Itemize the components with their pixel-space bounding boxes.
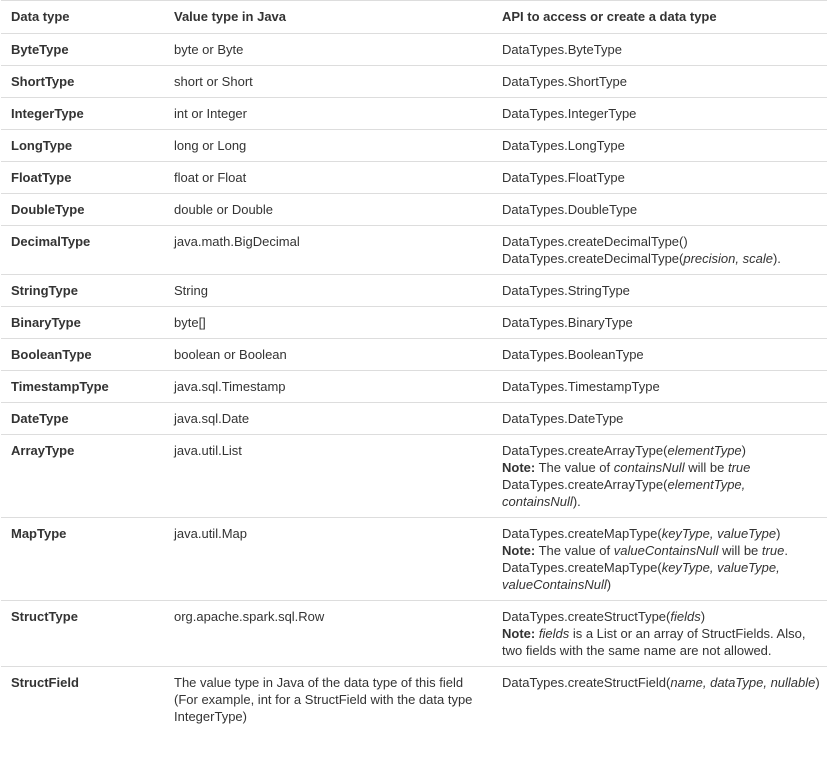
- table-row: [1, 98, 827, 130]
- table-row: [1, 435, 827, 518]
- cell-api: [492, 226, 827, 275]
- cell-data-type: IntegerType: [11, 106, 84, 121]
- table-row: [1, 403, 827, 435]
- cell-value-type: The value type in Java of the data type of this field (For example, int for a StructField with the data type IntegerType): [174, 675, 473, 724]
- table-row: [1, 601, 827, 667]
- cell-data-type: BooleanType: [11, 347, 92, 362]
- cell-api: DataTypes.DoubleType: [502, 202, 638, 217]
- cell-data-type: DoubleType: [11, 202, 85, 217]
- cell-api: DataTypes.DateType: [502, 411, 624, 426]
- table-header-row: [1, 1, 827, 34]
- cell-data-type: StructField: [11, 675, 79, 690]
- table-row: [1, 667, 827, 728]
- cell-value-type: byte[]: [174, 315, 206, 330]
- header-api: API to access or create a data type: [502, 9, 717, 24]
- cell-value-type: java.sql.Timestamp: [174, 379, 286, 394]
- table-row: [1, 34, 827, 66]
- cell-value-type: org.apache.spark.sql.Row: [174, 609, 325, 624]
- api-line: DataTypes.createStructType(fields): [502, 609, 706, 624]
- cell-api: DataTypes.ShortType: [502, 74, 628, 89]
- table-row: [1, 66, 827, 98]
- table-row: [1, 275, 827, 307]
- cell-value-type: int or Integer: [174, 106, 247, 121]
- cell-value-type: java.util.List: [174, 443, 242, 458]
- api-line: DataTypes.createArrayType(elementType, containsNull).: [502, 477, 746, 509]
- api-line: DataTypes.createMapType(keyType, valueType): [502, 526, 781, 541]
- cell-data-type: DateType: [11, 411, 69, 426]
- cell-value-type: String: [174, 283, 208, 298]
- cell-value-type: double or Double: [174, 202, 274, 217]
- cell-data-type: FloatType: [11, 170, 72, 185]
- cell-value-type: java.sql.Date: [174, 411, 250, 426]
- cell-data-type: BinaryType: [11, 315, 81, 330]
- cell-value-type: short or Short: [174, 74, 253, 89]
- cell-api: DataTypes.BinaryType: [502, 315, 633, 330]
- api-line: DataTypes.createArrayType(elementType): [502, 443, 746, 458]
- cell-data-type: MapType: [11, 526, 67, 541]
- cell-data-type: LongType: [11, 138, 73, 153]
- table-row: [1, 226, 827, 275]
- cell-value-type: byte or Byte: [174, 42, 244, 57]
- cell-api: DataTypes.BooleanType: [502, 347, 644, 362]
- table-row: [1, 194, 827, 226]
- cell-api: DataTypes.LongType: [502, 138, 625, 153]
- table-row: [1, 130, 827, 162]
- table-row: [1, 518, 827, 601]
- cell-data-type: StructType: [11, 609, 78, 624]
- cell-api: [492, 435, 827, 518]
- cell-api: DataTypes.IntegerType: [502, 106, 637, 121]
- cell-value-type: boolean or Boolean: [174, 347, 287, 362]
- table-row: [1, 371, 827, 403]
- cell-value-type: java.math.BigDecimal: [174, 234, 300, 249]
- cell-data-type: StringType: [11, 283, 78, 298]
- cell-data-type: DecimalType: [11, 234, 91, 249]
- header-data-type: Data type: [11, 9, 70, 24]
- cell-api: DataTypes.StringType: [502, 283, 630, 298]
- api-note: Note: The value of containsNull will be true: [502, 460, 751, 475]
- cell-api: [492, 601, 827, 667]
- cell-data-type: ShortType: [11, 74, 75, 89]
- cell-data-type: ArrayType: [11, 443, 75, 458]
- cell-api: [492, 518, 827, 601]
- api-line: DataTypes.createDecimalType(): [502, 234, 688, 249]
- table-row: [1, 339, 827, 371]
- table-row: [1, 307, 827, 339]
- api-note: Note: The value of valueContainsNull will be true.: [502, 543, 788, 558]
- cell-data-type: ByteType: [11, 42, 69, 57]
- cell-data-type: TimestampType: [11, 379, 109, 394]
- table-row: [1, 162, 827, 194]
- cell-value-type: long or Long: [174, 138, 247, 153]
- api-note: Note: fields is a List or an array of StructFields. Also, two fields with the same name are not allowed.: [502, 626, 806, 658]
- cell-value-type: java.util.Map: [174, 526, 247, 541]
- header-value-type: Value type in Java: [174, 9, 287, 24]
- api-line: DataTypes.createMapType(keyType, valueType, valueContainsNull): [502, 560, 780, 592]
- cell-api: DataTypes.FloatType: [502, 170, 625, 185]
- api-line: DataTypes.createDecimalType(precision, scale).: [502, 251, 781, 266]
- cell-api: DataTypes.TimestampType: [502, 379, 660, 394]
- cell-api: DataTypes.createStructField(name, dataType, nullable): [502, 675, 820, 690]
- cell-api: DataTypes.ByteType: [502, 42, 622, 57]
- cell-value-type: float or Float: [174, 170, 247, 185]
- data-types-table: [1, 0, 827, 727]
